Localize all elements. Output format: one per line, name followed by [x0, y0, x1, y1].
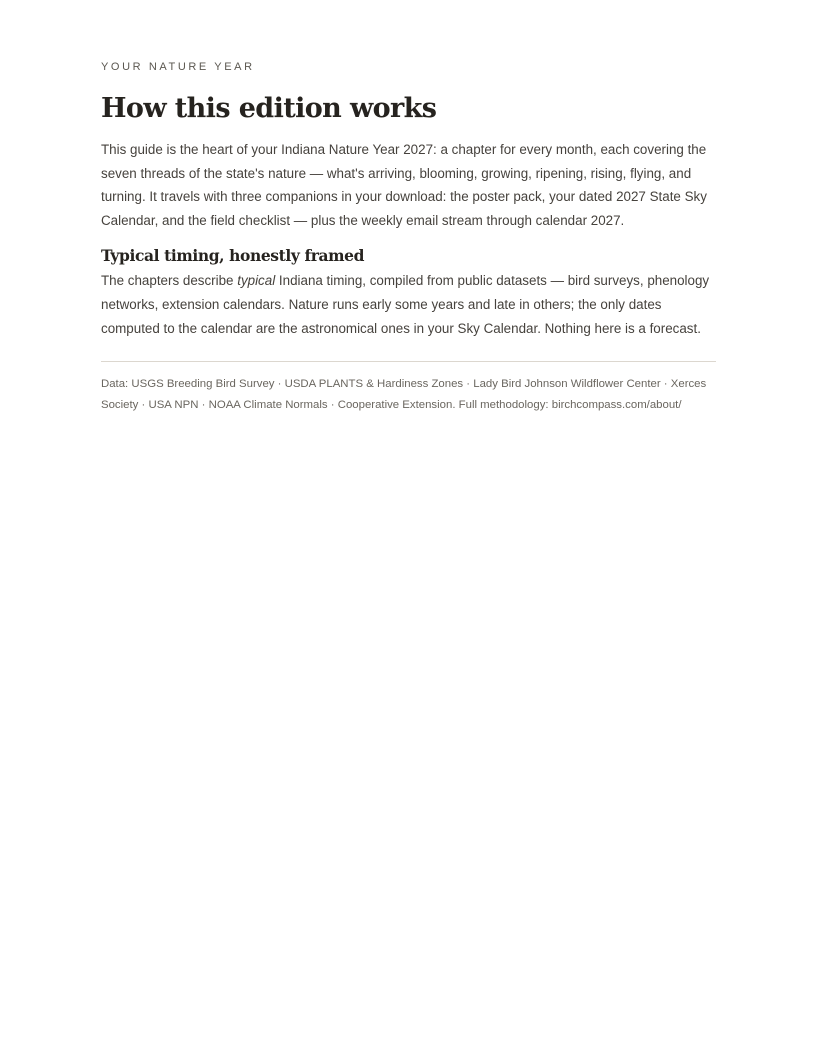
timing-text-before: The chapters describe	[101, 273, 238, 289]
timing-section-heading: Typical timing, honestly framed	[101, 246, 365, 266]
section-eyebrow: YOUR NATURE YEAR	[101, 61, 255, 73]
data-sources-note: Data: USGS Breeding Bird Survey · USDA PLANTS & Hardiness Zones · Lady Bird Johnson Wildflower Center · Xerces Society · USA NPN · NOAA Climate Normals · Cooperative Extension. Full methodology: birchcompass.com/about/	[101, 378, 707, 412]
timing-emphasis: typical	[237, 273, 276, 289]
document-page	[101, 58, 716, 416]
page-title: How this edition works	[101, 93, 437, 124]
section-divider	[101, 361, 716, 362]
timing-paragraph	[101, 269, 716, 340]
timing-text-after: Indiana timing, compiled from public datasets — bird surveys, phenology networks, extension calendars. Nature runs early some years and late in others; the only dates computed to the calendar are the astronomical ones in your Sky Calendar. Nothing here is a forecast.	[101, 273, 710, 336]
intro-paragraph: This guide is the heart of your Indiana Nature Year 2027: a chapter for every month, each covering the seven threads of the state's nature — what's arriving, blooming, growing, ripening, rising, flying, and turning. It travels with three companions in your download: the poster pack, your dated 2027 State Sky Calendar, and the field checklist — plus the weekly email stream through calendar 2027.	[101, 142, 707, 228]
